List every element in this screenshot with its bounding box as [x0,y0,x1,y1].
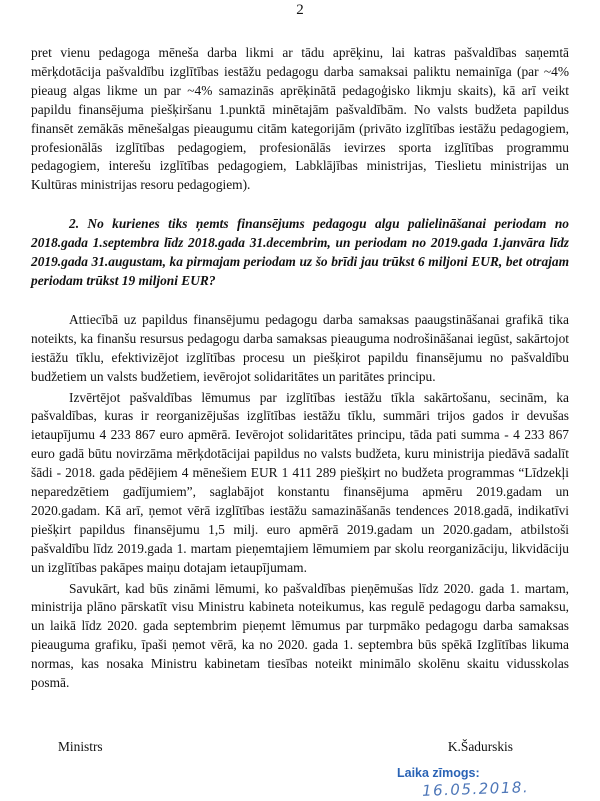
paragraph-continuation: pret vienu pedagoga mēneša darba likmi ar tādu aprēķinu, lai katras pašvaldības saņemtā mērķdotācija pašvaldību izglītības iestāžu pedagogu darba samaksai paliktu nemainīga (par ~4% pieaug algas likme un par ~4% samazinās aprēķinātā pedagoģisko likmju skaits), kā arī veikt papildu finansējuma piešķiršanu 1.punktā minētajām pašvaldībām. No valsts budžeta papildus finansēt zemākās mēnešalgas pieaugumu citām kategorijām (privāto izglītības iestāžu pedagogiem, profesionālās izglītības pedagogiem, profesionālās ievirzes sporta izglītības programmu pedagogiem, interešu izglītības pedagogiem, Labklājības ministrijas, Tieslietu ministrijas un Kultūras ministrijas resoru pedagogiem). [31,45,569,193]
question-heading: 2. No kurienes tiks ņemts finansējums pedagogu algu palielināšanai periodam no 2018.gada 1.septembra līdz 2018.gada 31.decembrim, un periodam no 2019.gada 1.janvāra līdz 2019.gada 31.augustam, ka pirmajam periodam uz šo brīdi jau trūkst 6 miljoni EUR, bet otrajam periodam trūkst 19 miljoni EUR? [31,216,569,288]
page-number: 2 [296,2,304,18]
timestamp-label: Laika zīmogs: [397,766,480,780]
paragraph-municipal-savings: Izvērtējot pašvaldības lēmumus par izglītības iestāžu tīkla sakārtošanu, secinām, ka pašvaldības, kuras ir reorganizējušas izglītības iestāžu tīklu, summāri trijos gados ir devušas ietaupījumu 4 233 867 euro apmērā. Ievērojot solidaritātes principu, tāda pati summa - 4 233 867 euro gadā būtu novirzāma mērķdotācijai papildus no valsts budžeta, kuru ministrija piedāvā sadalīt šādi - 2018. gada pēdējiem 4 mēnešiem EUR 1 411 289 piešķirt no budžeta programmas “Līdzekļi neparedzētiem gadījumiem”, saglabājot konstantu finansējuma apmēru 2019.gadam un 2020.gadam. Kā arī, ņemot vērā izglītības iestāžu samazināšanās tendences 2018.gadā, indikatīvi piešķirt papildus finansējumu 1,5 milj. euro apmērā 2019.gadam un 2020.gadam, atbilstoši pašvaldību līdz 2019.gada 1. martam pieņemtajiem lēmumiem par skolu reorganizāciju, likvidāciju un izglītības pakāpes maiņu dotajam ietaupījumam. [31,389,569,575]
paragraph-future-review: Savukārt, kad būs zināmi lēmumi, ko pašvaldības pieņēmušas līdz 2020. gada 1. martam, ministrija plāno pārskatīt visu Ministru kabineta noteikumus, kas regulē pedagogu darba samaksu, un laikā līdz 2020. gada septembrim pieņemt lēmumus par turpmāko pedagogu darba samaksas pieauguma grafiku, īpaši ņemot vērā, ka no 2020. gada 1. septembra būs spēkā Izglītības likuma normas, kas nosaka Ministru kabinetam tiesības noteikt minimālo skolēnu skaitu vidusskolas posmā. [31,580,569,691]
timestamp-value: 16.05.2018. [421,778,530,800]
signature-block [58,739,513,755]
signatory-title: Ministrs [58,739,103,754]
signatory-name: K.Šadurskis [447,739,513,754]
paragraph-funding-schedule: Attiecībā uz papildus finansējumu pedagogu darba samaksas paaugstināšanai grafikā tika noteikts, ka finanšu resursus pedagogu darba samaksas pieauguma nodrošināšanai iegūst, sakārtojot iestāžu tīklu, efektivizējot izglītības procesu un piešķirot papildu finansējumu no pašvaldību budžetiem un valsts budžetiem, ievērojot solidaritātes un paritātes principu. [31,311,569,384]
document-body [31,44,569,693]
